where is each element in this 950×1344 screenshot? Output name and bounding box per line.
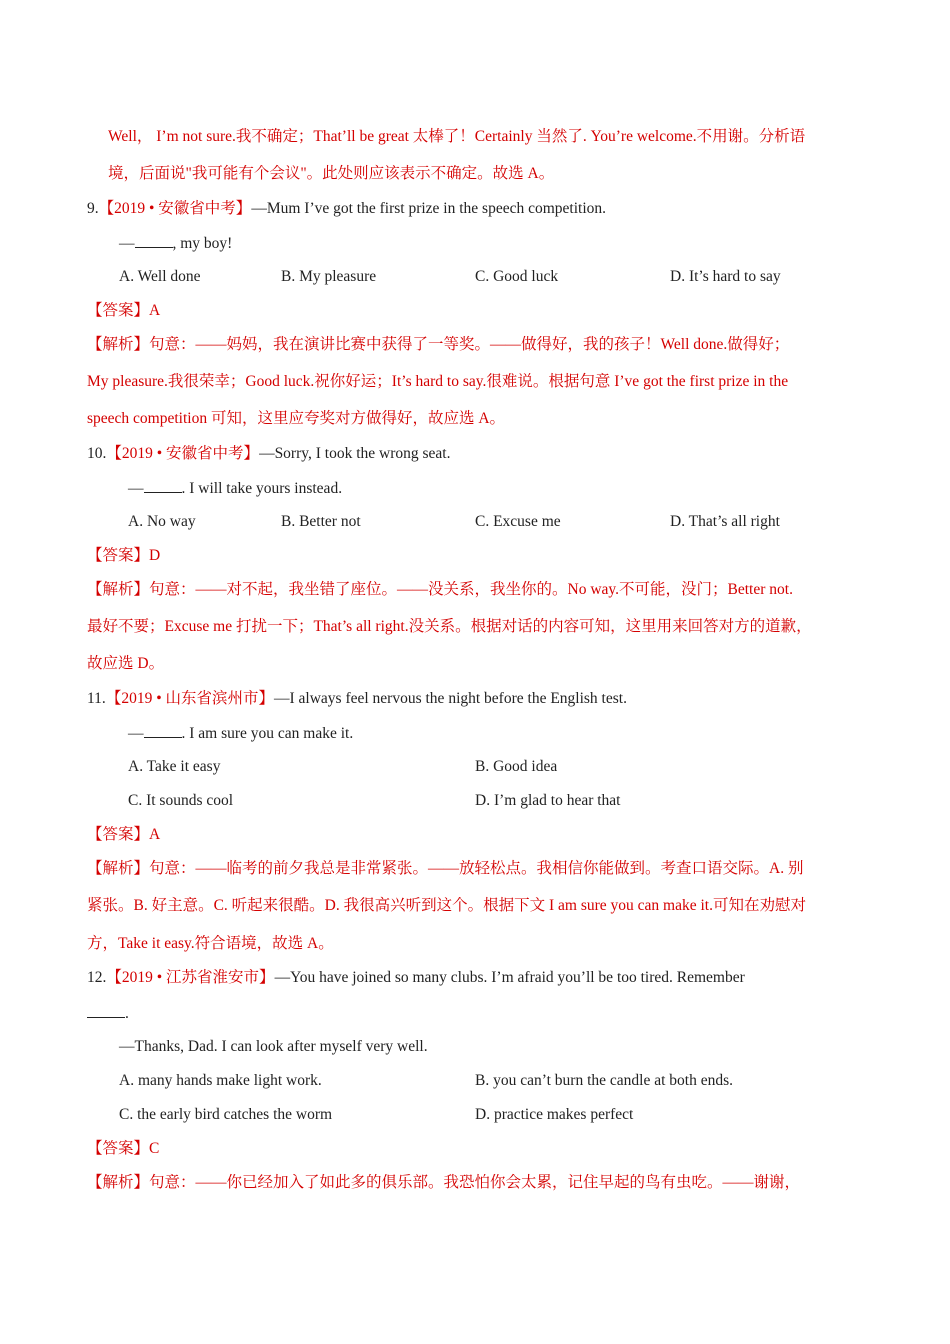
question-text: —I always feel nervous the night before the English test. [274,690,627,707]
question-source: 【2019 • 安徽省中考】 [106,445,260,462]
answer-blank [144,723,182,738]
question-12-option-a: A. many hands make light work. [119,1072,322,1089]
question-text: —Mum I’ve got the first prize in the speech competition. [251,200,606,217]
question-11-explanation-line-3: 方，Take it easy.符合语境，故选 A。 [87,935,334,952]
question-10-explanation-line-3: 故应选 D。 [87,655,165,672]
question-12-option-c: C. the early bird catches the worm [119,1106,333,1123]
question-source: 【2019 • 江苏省淮安市】 [106,969,275,986]
question-12-option-d: D. practice makes perfect [475,1106,634,1123]
question-number: 9. [87,200,99,217]
question-11-explanation-line-1: 【解析】句意：——临考的前夕我总是非常紧张。——放轻松点。我相信你能做到。考查口语交际。A. 别 [87,860,804,877]
question-12-reply: —Thanks, Dad. I can look after myself very well. [119,1038,428,1055]
question-11-option-a: A. Take it easy [128,758,221,775]
question-9-stem [87,199,606,219]
q8-explanation-line-2: 境，后面说"我可能有个会议"。此处则应该表示不确定。故选 A。 [108,165,555,182]
question-9-explanation-line-3: speech competition 可知，这里应夸奖对方做得好，故应选 A。 [87,410,506,427]
question-11-reply: — . I am sure you can make it. [128,725,354,742]
question-10-stem [87,444,450,464]
question-11-explanation-line-2: 紧张。B. 好主意。C. 听起来很酷。D. 我很高兴听到这个。根据下文 I am sure you can make it.可知在劝慰对 [87,897,806,914]
question-number: 12. [87,969,107,986]
question-source: 【2019 • 山东省滨州市】 [105,690,274,707]
question-text: —You have joined so many clubs. I’m afraid you’ll be too tired. Remember [274,969,745,986]
question-11-option-b: B. Good idea [475,758,558,775]
question-11-stem [87,689,627,709]
question-12-option-b: B. you can’t burn the candle at both ends. [475,1072,733,1089]
question-10-answer: 【答案】D [87,547,161,564]
question-10-option-b: B. Better not [281,513,361,530]
question-10-explanation-line-2: 最好不要；Excuse me 打扰一下；That’s all right.没关系。根据对话的内容可知，这里用来回答对方的道歉， [87,618,812,635]
question-10-option-c: C. Excuse me [475,513,561,530]
answer-blank [135,233,173,248]
question-11-option-c: C. It sounds cool [128,792,234,809]
question-11-option-d: D. I’m glad to hear that [475,792,621,809]
question-9-option-b: B. My pleasure [281,268,377,285]
question-9-answer: 【答案】A [87,302,161,319]
question-9-explanation-line-1: 【解析】句意：——妈妈，我在演讲比赛中获得了一等奖。——做得好，我的孩子！Well done.做得好； [87,336,790,353]
question-9-reply: — , my boy! [119,235,233,252]
question-9-option-a: A. Well done [119,268,201,285]
question-text: —Sorry, I took the wrong seat. [259,445,451,462]
question-9-option-d: D. It’s hard to say [670,268,781,285]
question-12-explanation-line-1: 【解析】句意：——你已经加入了如此多的俱乐部。我恐怕你会太累，记住早起的鸟有虫吃。——谢谢， [87,1174,801,1191]
question-12-stem [87,968,745,988]
question-11-answer: 【答案】A [87,826,161,843]
question-number: 11. [87,690,106,707]
question-10-reply: — . I will take yours instead. [128,480,343,497]
question-10-explanation-line-1: 【解析】句意：——对不起，我坐错了座位。——没关系，我坐你的。No way.不可能，没门；Better not. [87,581,793,598]
q8-explanation-line-1: Well， I’m not sure.我不确定；That’ll be great 太棒了！Certainly 当然了. You’re welcome.不用谢。分析语 [108,128,806,145]
question-12-answer: 【答案】C [87,1140,160,1157]
question-number: 10. [87,445,107,462]
answer-blank [87,1003,125,1018]
question-12-stem-tail: . [87,1003,129,1024]
question-9-option-c: C. Good luck [475,268,559,285]
answer-blank [144,478,182,493]
question-10-option-a: A. No way [128,513,196,530]
question-9-explanation-line-2: My pleasure.我很荣幸；Good luck.祝你好运；It’s hard to say.很难说。根据句意 I’ve got the first prize in the [87,373,789,390]
question-10-option-d: D. That’s all right [670,513,780,530]
question-source: 【2019 • 安徽省中考】 [98,200,252,217]
